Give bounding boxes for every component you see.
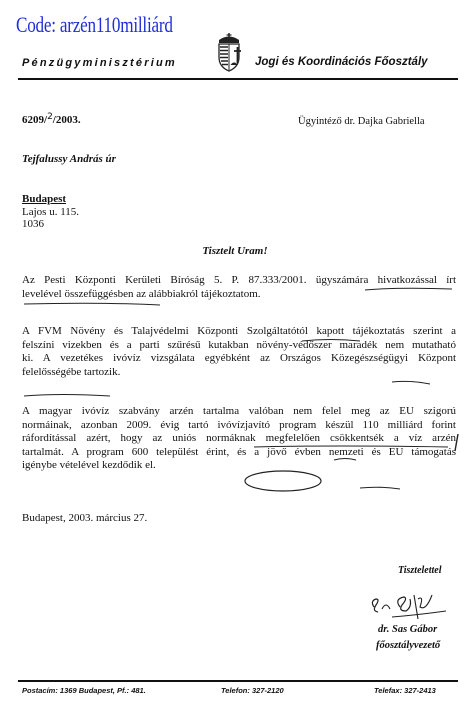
header-divider: [18, 78, 458, 80]
underline-mark: [24, 303, 160, 305]
paragraph-line: ki. A vezetékes ivóvíz vizsgálata egyébként az Országos Közegészségügyi Központ: [22, 352, 456, 365]
paragraph-line: tartalmát. A program 600 települést érint, és a jövő évben nemzeti és EU támogatás: [22, 445, 456, 458]
reference-handwritten-digit: 2: [47, 112, 53, 122]
circle-mark: [245, 471, 321, 491]
paragraph-line: igénybe vételével kezdődik el.: [22, 459, 156, 472]
underline-mark: [392, 381, 430, 384]
footer-fax: Telefax: 327-2413: [374, 686, 436, 695]
signature-icon: [362, 585, 452, 625]
closing: Tisztelettel: [398, 565, 442, 576]
salutation: Tisztelt Uram!: [202, 245, 268, 257]
paragraph-line: A magyar ivóvíz szabvány arzén tartalma valóban nem felel meg az EU szigorú: [22, 405, 456, 417]
underline-mark: [24, 395, 110, 397]
ministry-name: Pénzügyminisztérium: [22, 57, 177, 69]
department-name: Jogi és Koordinációs Főosztály: [255, 56, 428, 68]
reference-suffix: /2003.: [52, 114, 81, 126]
signer-title: főosztályvezető: [376, 640, 441, 651]
paragraph-line: felszíni vizekben és a parti szűrésű kutakban növény-védőszer maradék nem mutatható: [22, 338, 456, 351]
paragraph-line: normáinak, azonban 2009. évig tartó ivóvízjavító program készül 110 milliárd forint: [22, 418, 456, 431]
recipient-name: Tejfalussy András úr: [22, 153, 116, 165]
paragraph-line: ráfordítással azért, hogy az uniós normáknak megfelelően csökkentsék a víz arzén: [22, 432, 456, 445]
paragraph-3: [22, 405, 456, 473]
paragraph-line: felelősségébe tartozik.: [22, 365, 121, 378]
footer-divider: [18, 680, 458, 682]
footer-phone: Telefon: 327-2120: [221, 686, 284, 695]
recipient-street: Lajos u. 115.: [22, 206, 80, 218]
paragraph-line: A FVM Növény és Talajvédelmi Központi Szolgáltatótól kapott tájékoztatás szerint a: [22, 325, 456, 337]
signer-name: dr. Sas Gábor: [378, 624, 438, 635]
administrator: Ügyintéző dr. Dajka Gabriella: [298, 116, 425, 127]
paragraph-line: levelével összefüggésben az alábbiakról tájékoztatom.: [22, 287, 261, 300]
paragraph-2: [22, 325, 456, 379]
paragraph-1: [22, 274, 456, 301]
recipient-zip: 1036: [22, 218, 44, 230]
recipient-address: [22, 206, 79, 230]
underline-mark: [360, 487, 400, 489]
coat-of-arms-icon: [211, 32, 247, 72]
reference-prefix: 6209/: [22, 114, 48, 126]
recipient-city: Budapest: [22, 193, 67, 205]
letter-date: Budapest, 2003. március 27.: [22, 512, 148, 524]
reference-number: [22, 114, 81, 126]
footer-postal-address: Postacím: 1369 Budapest, Pf.: 481.: [22, 686, 146, 695]
code-stamp: Code: arzén110milliárd: [16, 12, 173, 37]
paragraph-line: Az Pesti Központi Kerületi Bíróság 5. P. 87.333/2001. ügyszámára hivatkozással írt: [22, 274, 456, 286]
